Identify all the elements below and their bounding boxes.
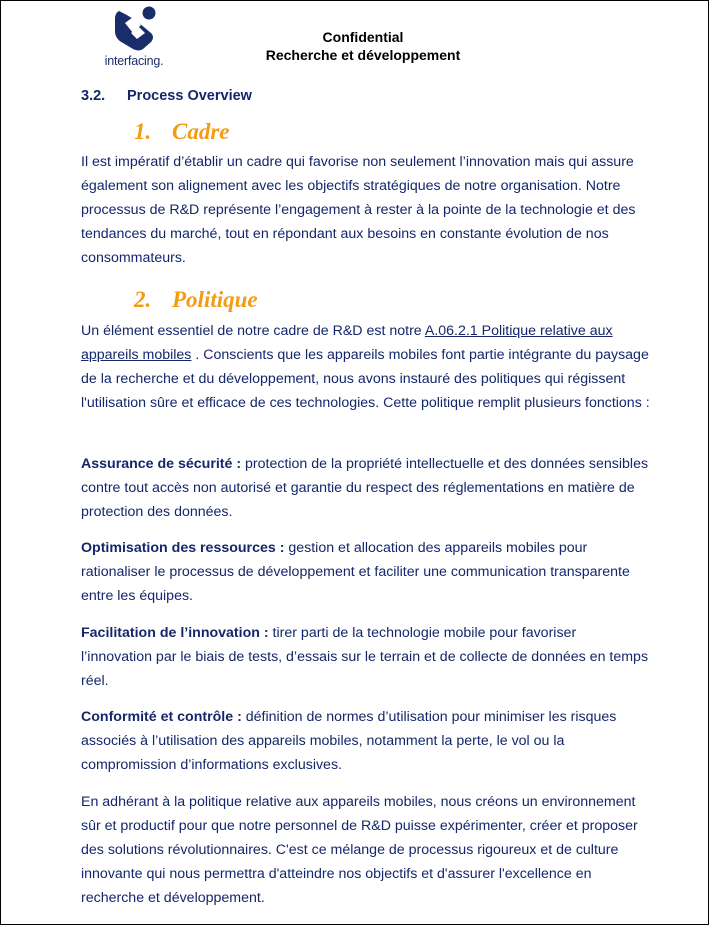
mobile-policy-link[interactable]: A.06.2.1 Politique relative aux appareils mobiles	[81, 323, 613, 363]
subsection-title: Politique	[172, 287, 258, 312]
interfacing-logo	[97, 5, 171, 71]
function-label: Optimisation des ressources :	[81, 540, 285, 556]
function-text: tirer parti de la technologie mobile pour favoriser l’innovation par le biais de tests, d’essais sur le terrain et de collecte de données en temps réel.	[81, 625, 649, 689]
function-label: Conformité et contrôle :	[81, 709, 242, 725]
subsection-heading-cadre	[134, 119, 230, 145]
header-confidential: Confidential	[322, 29, 404, 45]
logo-text: interfacing.	[104, 54, 164, 68]
header-department: Recherche et développement	[265, 47, 461, 63]
section-title: Process Overview	[127, 88, 252, 104]
function-text: gestion et allocation des appareils mobiles pour rationaliser le processus de développement et faciliter une communication transparente entre les équipes.	[81, 540, 630, 604]
intro-text-before: Un élément essentiel de notre cadre de R&D est notre	[81, 323, 425, 339]
function-text: protection de la propriété intellectuelle et des données sensibles contre tout accès non autorisé et garantie du respect des réglementations en matière de protection des données.	[81, 456, 649, 520]
interfacing-logo-icon	[109, 5, 159, 53]
function-text: définition de normes d’utilisation pour minimiser les risques associés à l’utilisation des appareils mobiles, notamment la perte, le vol ou la compromission d’informations exclusives.	[81, 709, 617, 773]
cadre-paragraph: Il est impératif d’établir un cadre qui favorise non seulement l’innovation mais qui assure également son alignement avec les objectifs stratégiques de notre organisation. Notre processus de R&D représente l’engagement à rester à la pointe de la technologie et des tendances du marché, tout en répondant aux besoins en constante évolution de nos consommateurs.	[81, 154, 636, 266]
conclusion-paragraph: En adhérant à la politique relative aux appareils mobiles, nous créons un environnement sûr et productif pour que notre personnel de R&D puisse expérimenter, créer et proposer des solutions révolutionnaires. C'est ce mélange de processus rigoureux et de culture innovante qui nous permettra d'atteindre nos objectifs et d'assurer l'excellence en recherche et développement.	[81, 794, 638, 906]
intro-text-after: . Conscients que les appareils mobiles font partie intégrante du paysage de la recherche et du développement, nous avons instauré des politiques qui régissent l'utilisation sûre et efficace de ces technologies. Cette politique remplit plusieurs fonctions :	[81, 347, 650, 411]
politique-intro-paragraph	[81, 319, 651, 415]
function-compliance	[81, 705, 651, 777]
section-heading	[81, 88, 252, 104]
function-resources	[81, 536, 651, 608]
function-innovation	[81, 621, 651, 693]
subsection-heading-politique	[134, 287, 258, 313]
subsection-number: 2.	[134, 287, 152, 312]
function-label: Assurance de sécurité :	[81, 456, 242, 472]
subsection-number: 1.	[134, 119, 152, 144]
function-security	[81, 452, 651, 524]
subsection-title: Cadre	[172, 119, 230, 144]
function-label: Facilitation de l’innovation :	[81, 625, 269, 641]
section-number: 3.2.	[81, 88, 106, 104]
